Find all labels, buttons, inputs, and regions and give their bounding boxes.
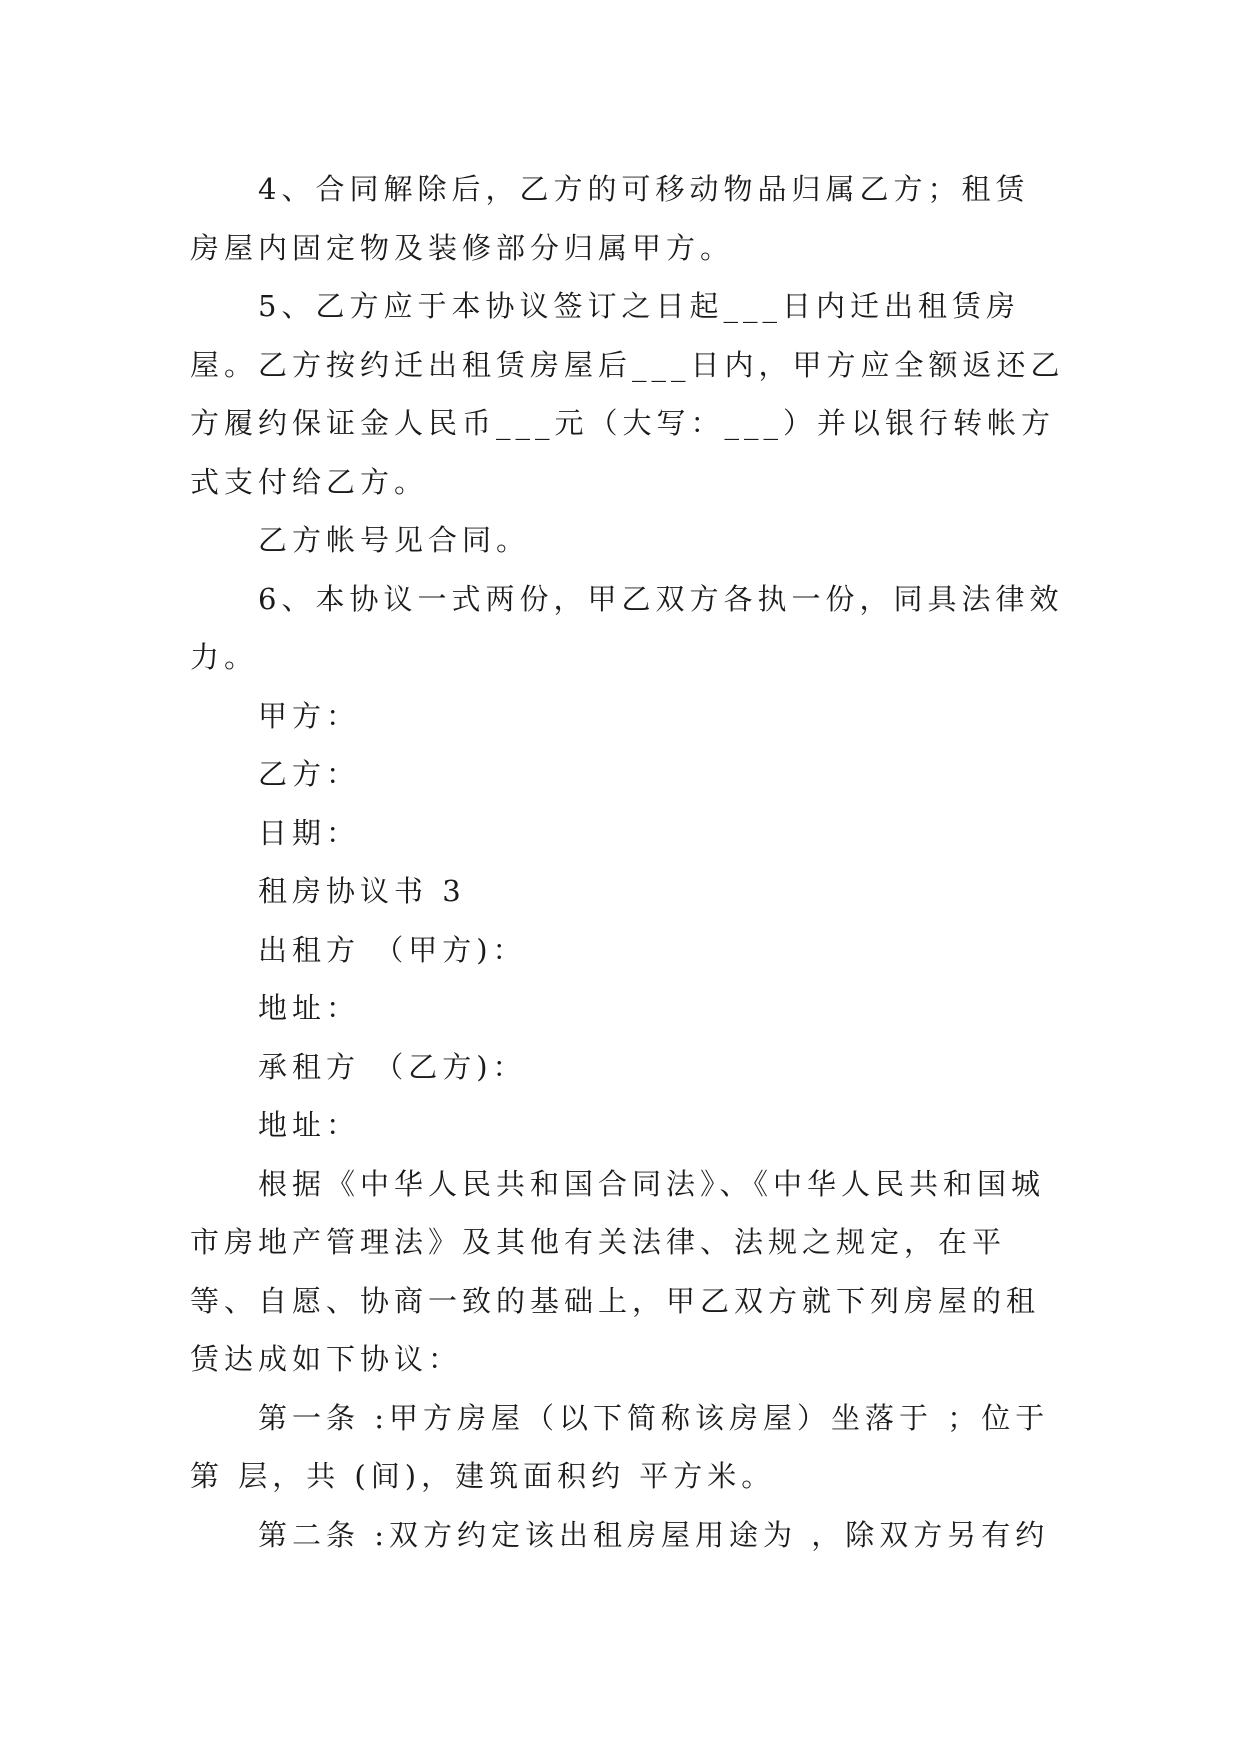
- lessee-line: 承租方 （乙方)：: [258, 1049, 527, 1084]
- document-body: [190, 160, 1070, 1564]
- clause-5-move-out-deposit: 5、乙方应于本协议签订之日起___日内迁出租赁房屋。乙方按约迁出租赁房屋后___日内，甲方应全额返还乙方履约保证金人民币___元（大写：___）并以银行转帐方式支付给乙方。: [190, 289, 1065, 499]
- lessor-line: 出租方 （甲方)：: [258, 932, 527, 967]
- article-2-usage: 第二条 :双方约定该出租房屋用途为 ，除双方另有约: [258, 1517, 1050, 1552]
- clause-6-copies: 6、本协议一式两份，甲乙双方各执一份，同具法律效力。: [190, 581, 1064, 674]
- article-1-location: 第一条 :甲方房屋（以下简称该房屋）坐落于 ；位于第 层，共 (间)，建筑面积约 平方米。: [190, 1400, 1050, 1493]
- lessor-address-line: 地址：: [258, 991, 361, 1025]
- date-line: 日期：: [258, 815, 361, 850]
- lessee-address-line: 地址：: [258, 1108, 361, 1142]
- party-b-signature-line: 乙方：: [258, 757, 361, 791]
- account-note: 乙方帐号见合同。: [258, 523, 531, 557]
- preamble-paragraph: 根据《中华人民共和国合同法》、《中华人民共和国城市房地产管理法》及其他有关法律、法规之规定，在平等、自愿、协商一致的基础上，甲乙双方就下列房屋的租赁达成如下协议：: [190, 1166, 1046, 1376]
- party-a-signature-line: 甲方：: [258, 698, 361, 733]
- clause-4-termination: 4、合同解除后，乙方的可移动物品归属乙方；租赁 房屋内固定物及装修部分归属甲方。: [190, 172, 1044, 265]
- agreement-3-title: 租房协议书 3: [258, 874, 466, 908]
